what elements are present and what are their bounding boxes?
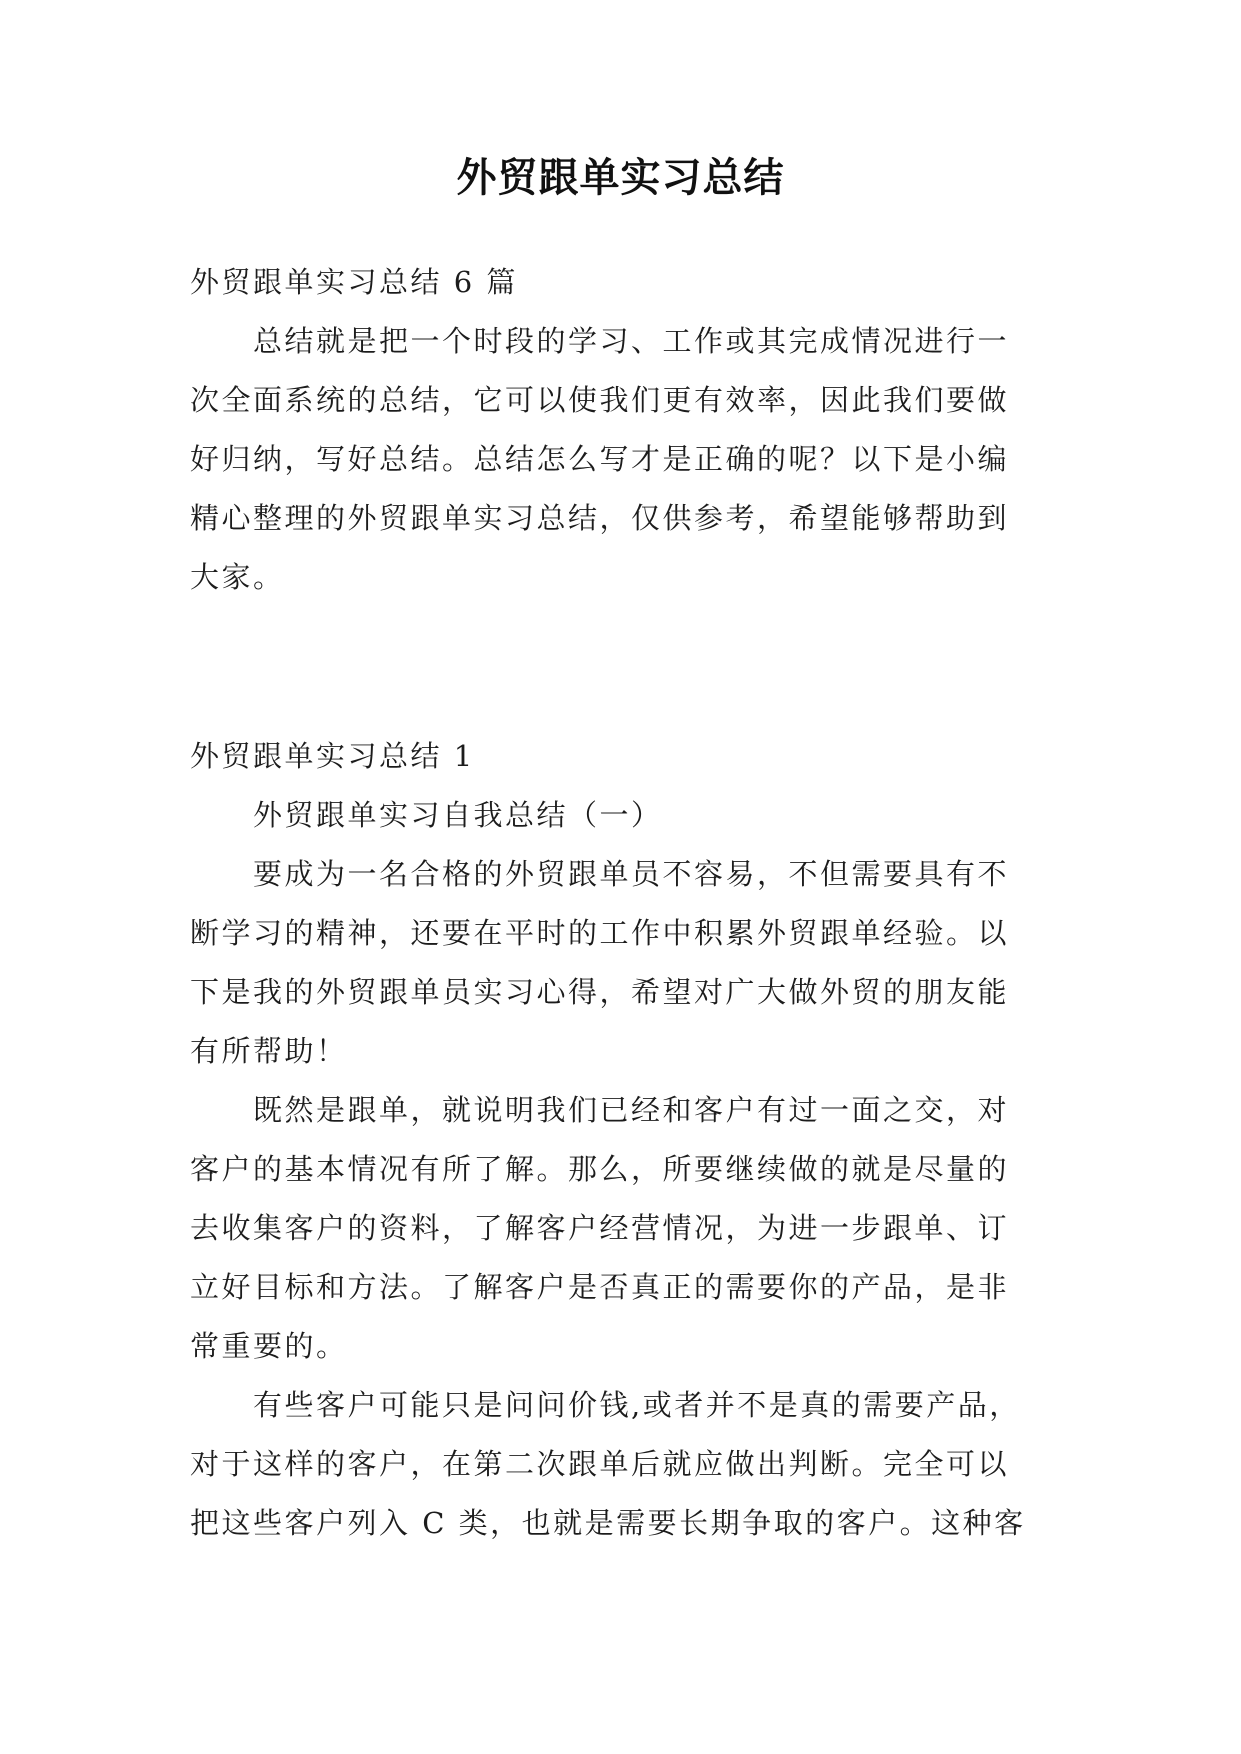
section-1 [190,727,1054,1553]
paragraph-line: 对于这样的客户，在第二次跟单后就应做出判断。完全可以 [190,1447,1010,1481]
intro-heading: 外贸跟单实习总结 6 篇 [190,265,518,299]
intro-line: 次全面系统的总结，它可以使我们更有效率，因此我们要做 [190,383,1010,417]
section-heading: 外贸跟单实习总结 1 [190,739,475,773]
paragraph-line: 下是我的外贸跟单员实习心得，希望对广大做外贸的朋友能 [190,975,1010,1009]
intro-line: 好归纳，写好总结。总结怎么写才是正确的呢？以下是小编 [190,442,1010,476]
section-subheading: 外贸跟单实习自我总结（一） [190,798,663,832]
intro-line: 总结就是把一个时段的学习、工作或其完成情况进行一 [190,324,1010,358]
paragraph-line: 断学习的精神，还要在平时的工作中积累外贸跟单经验。以 [190,916,1010,950]
paragraph-line: 既然是跟单，就说明我们已经和客户有过一面之交，对 [190,1093,1010,1127]
document-title: 外贸跟单实习总结 [456,155,785,201]
paragraph-line: 把这些客户列入 C 类，也就是需要长期争取的客户。这种客 [190,1506,1026,1540]
paragraph-line: 客户的基本情况有所了解。那么，所要继续做的就是尽量的 [190,1152,1010,1186]
intro-line: 大家。 [190,560,285,594]
intro-block [190,253,1054,607]
paragraph-line: 去收集客户的资料，了解客户经营情况，为进一步跟单、订 [190,1211,1010,1245]
paragraph-line: 常重要的。 [190,1329,348,1363]
paragraph-line: 有所帮助！ [190,1034,348,1068]
paragraph-line: 要成为一名合格的外贸跟单员不容易，不但需要具有不 [190,857,1010,891]
paragraph-line: 立好目标和方法。了解客户是否真正的需要你的产品，是非 [190,1270,1010,1304]
intro-line: 精心整理的外贸跟单实习总结，仅供参考，希望能够帮助到 [190,501,1010,535]
paragraph-line: 有些客户可能只是问问价钱,或者并不是真的需要产品， [190,1388,1021,1422]
